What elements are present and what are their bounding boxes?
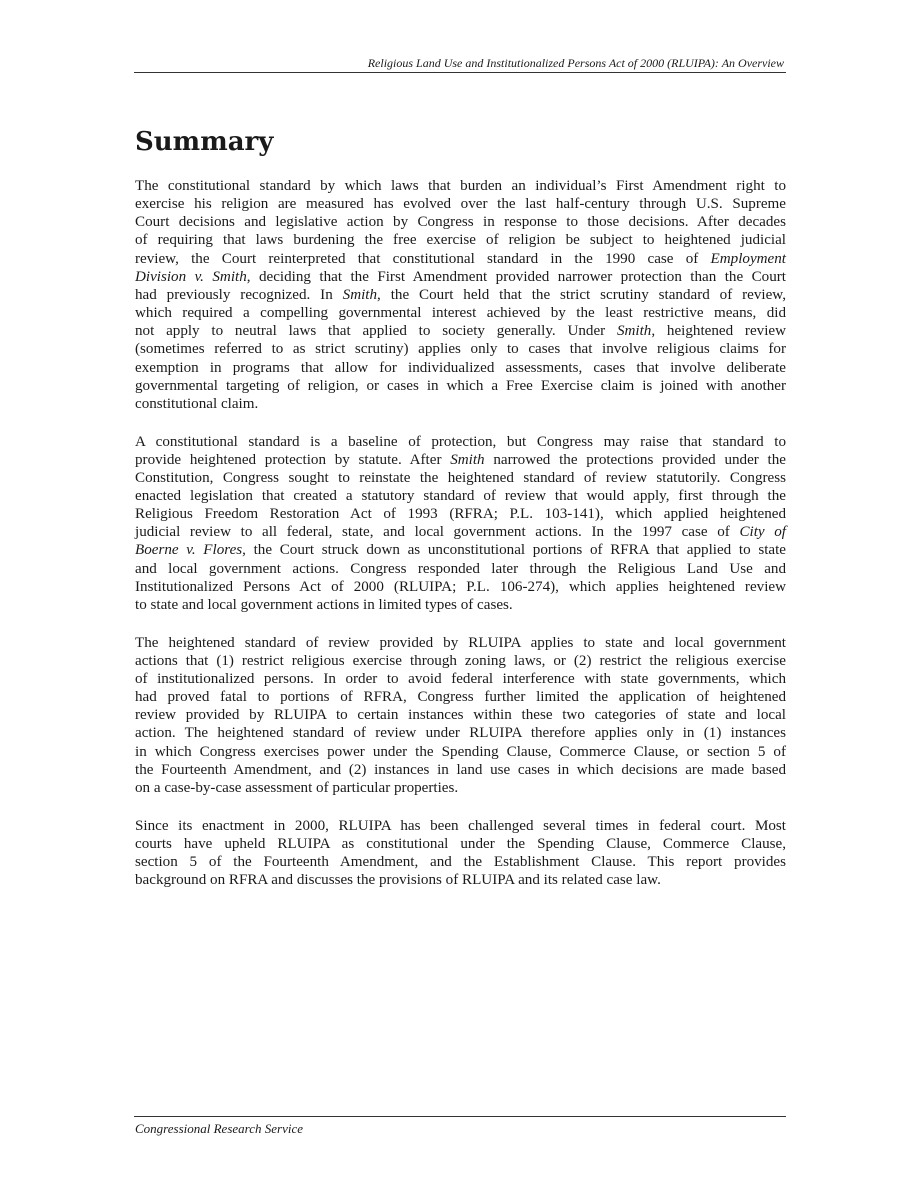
text-run: The constitutional standard by which laws that burden an individual’s First Amendment right to [135, 178, 786, 194]
text-line [135, 177, 786, 195]
text-line [135, 724, 786, 742]
text-run: courts have upheld RLUIPA as constitutional under the Spending Clause, Commerce Clause, [135, 835, 786, 852]
text-line [135, 761, 786, 779]
text-run: (sometimes referred to as strict scrutiny) applies only to cases that involve religious claims for [135, 341, 786, 358]
text-line [135, 487, 786, 505]
text-line [135, 578, 786, 596]
italic-case-name: Division v. Smith [135, 268, 247, 285]
text-line [135, 596, 786, 614]
text-line [135, 469, 786, 487]
text-line [135, 377, 786, 395]
text-run: had previously recognized. In [135, 286, 343, 303]
text-line [135, 871, 786, 889]
text-line [135, 743, 786, 761]
text-line [135, 853, 786, 871]
text-run: to state and local government actions in limited types of cases. [135, 596, 513, 613]
header-rule [134, 72, 786, 73]
text-run: Constitution, Congress sought to reinstate the heightened standard of review statutorily. Congress [135, 469, 786, 486]
text-line [135, 779, 786, 797]
text-line [135, 523, 786, 541]
text-run: review, the Court reinterpreted that constitutional standard in the 1990 case of [135, 250, 711, 267]
running-footer: Congressional Research Service [135, 1121, 303, 1136]
footer-rule [134, 1116, 786, 1117]
text-run: Since its enactment in 2000, RLUIPA has been challenged several times in federal court. Most [135, 817, 786, 834]
text-run: in which Congress exercises power under the Spending Clause, Commerce Clause, or section 5 of [135, 743, 786, 760]
text-line [135, 670, 786, 688]
text-line [135, 433, 786, 451]
text-run: , the Court held that the strict scrutiny standard of review, [377, 286, 786, 303]
text-run: exercise his religion are measured has evolved over the last half-century through U.S. Supreme [135, 196, 786, 213]
summary-body [135, 177, 786, 909]
text-run: exemption in programs that allow for individualized assessments, cases that involve deliberate [135, 359, 786, 376]
text-run: of institutionalized persons. In order to avoid federal interference with state governments, which [135, 670, 786, 687]
text-run: A constitutional standard is a baseline of protection, but Congress may raise that standard to [135, 433, 786, 450]
text-run: not apply to neutral laws that applied to society generally. Under [135, 323, 617, 340]
text-run: , the Court struck down as unconstitutional portions of RFRA that applied to state [242, 542, 786, 559]
text-line [135, 706, 786, 724]
text-line [135, 560, 786, 578]
text-run: Court decisions and legislative action by Congress in response to those decisions. After decades [135, 214, 786, 231]
italic-case-name: City of [739, 524, 786, 541]
text-run: narrowed the protections provided under the [484, 451, 786, 468]
text-run: governmental targeting of religion, or cases in which a Free Exercise claim is joined with another [135, 377, 786, 394]
text-run: actions that (1) restrict religious exercise through zoning laws, or (2) restrict the religious exercise [135, 652, 786, 669]
text-run: , deciding that the First Amendment provided narrower protection than the Court [246, 268, 786, 285]
text-run: had proved fatal to portions of RFRA, Congress further limited the application of heightened [135, 689, 786, 706]
text-line [135, 322, 786, 340]
text-line [135, 231, 786, 249]
text-line [135, 359, 786, 377]
text-line [135, 835, 786, 853]
text-line [135, 451, 786, 469]
text-run: The heightened standard of review provided by RLUIPA applies to state and local government [135, 634, 786, 651]
page-title: Summary [135, 127, 274, 157]
text-line [135, 395, 786, 413]
paragraph [135, 634, 786, 797]
text-line [135, 213, 786, 231]
text-run: Institutionalized Persons Act of 2000 (RLUIPA; P.L. 106-274), which applies heightened review [135, 578, 786, 595]
text-run: Religious Freedom Restoration Act of 1993 (RFRA; P.L. 103-141), which applied heightened [135, 506, 786, 523]
text-run: enacted legislation that created a statutory standard of review that would apply, first through the [135, 488, 786, 504]
running-header: Religious Land Use and Institutionalized Persons Act of 2000 (RLUIPA): An Overview [367, 56, 784, 70]
text-line [135, 195, 786, 213]
text-line [135, 340, 786, 358]
italic-case-name: Smith [342, 286, 378, 303]
paragraph [135, 177, 786, 413]
text-line [135, 286, 786, 304]
italic-case-name: Smith [616, 323, 652, 340]
text-line [135, 304, 786, 322]
text-run: , heightened review [651, 323, 786, 340]
text-run: which required a compelling governmental interest achieved by the least restrictive means, did [135, 305, 786, 322]
text-run: section 5 of the Fourteenth Amendment, and the Establishment Clause. This report provides [135, 853, 786, 870]
text-run: on a case-by-case assessment of particular properties. [135, 779, 459, 796]
italic-case-name: Employment [710, 250, 786, 267]
italic-case-name: Boerne v. Flores [135, 542, 243, 559]
text-line [135, 634, 786, 652]
paragraph [135, 433, 786, 615]
text-line [135, 505, 786, 523]
italic-case-name: Smith [450, 451, 485, 468]
text-run: judicial review to all federal, state, and local government actions. In the 1997 case of [135, 524, 740, 541]
paragraph [135, 817, 786, 890]
text-line [135, 541, 786, 559]
text-line [135, 817, 786, 835]
text-run: action. The heightened standard of review under RLUIPA therefore applies only in (1) instances [135, 725, 786, 742]
text-run: and local government actions. Congress responded later through the Religious Land Use and [135, 560, 786, 577]
text-run: provide heightened protection by statute. After [135, 451, 451, 468]
text-run: constitutional claim. [135, 395, 259, 412]
text-line [135, 250, 786, 268]
text-line [135, 268, 786, 286]
text-line [135, 688, 786, 706]
text-run: the Fourteenth Amendment, and (2) instances in land use cases in which decisions are made based [135, 761, 786, 778]
text-run: review provided by RLUIPA to certain instances within these two categories of state and local [135, 707, 786, 724]
text-run: of requiring that laws burdening the free exercise of religion be subject to heightened judicial [135, 232, 786, 249]
text-run: background on RFRA and discusses the provisions of RLUIPA and its related case law. [135, 871, 661, 888]
text-line [135, 652, 786, 670]
